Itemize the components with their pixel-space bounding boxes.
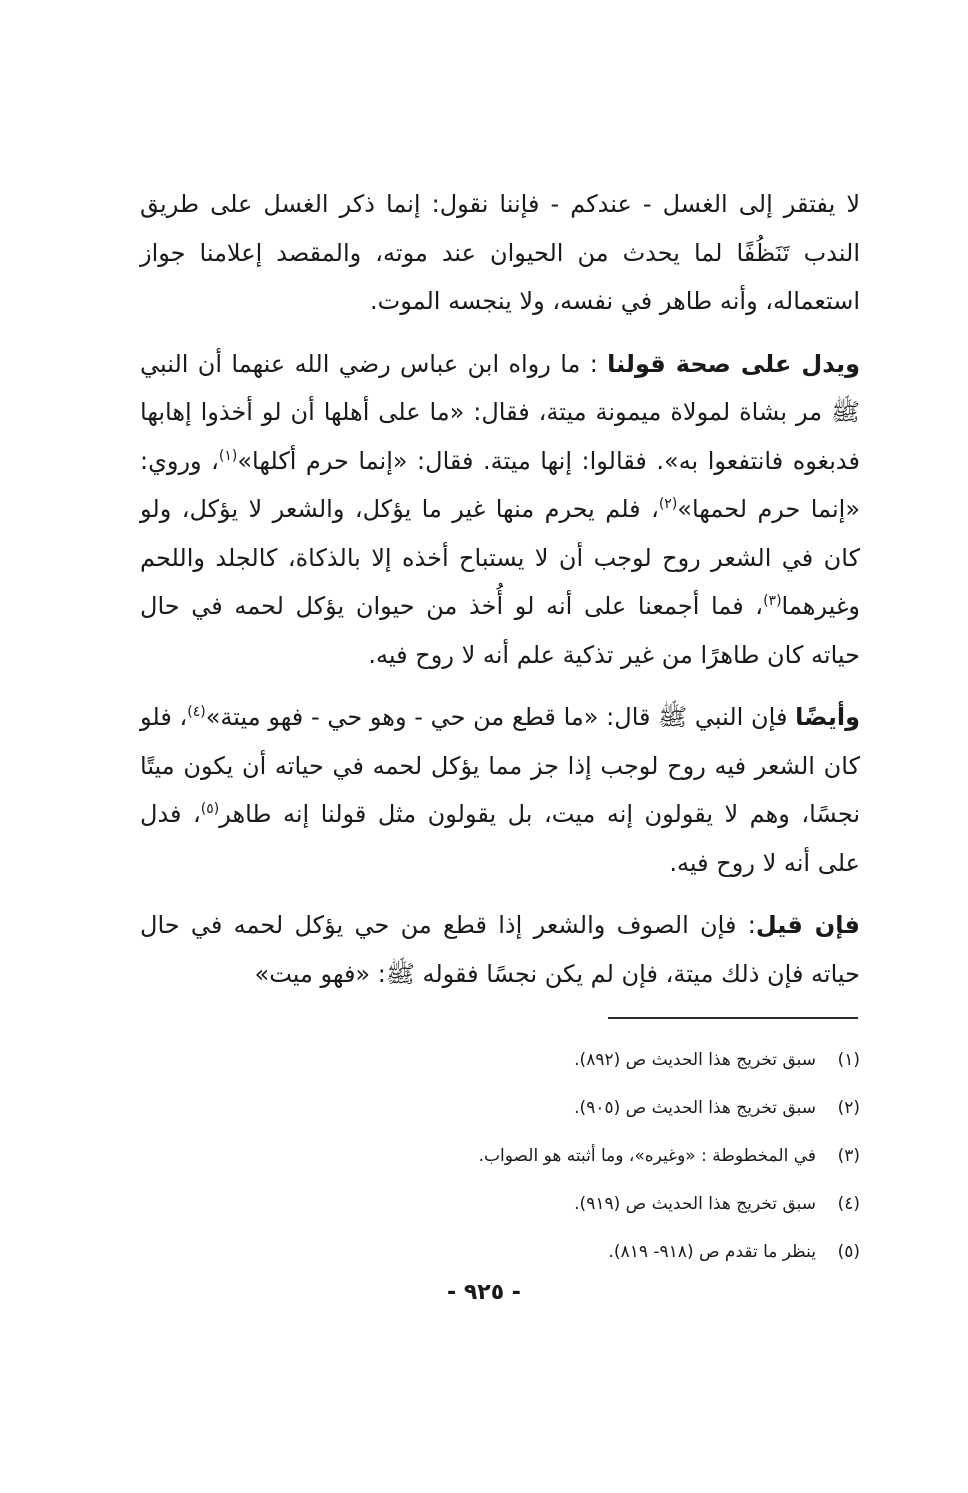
footnote-ref-5[interactable]: (٥) (200, 801, 220, 817)
paragraph-3 (140, 693, 860, 887)
paragraph-3-segment-3: ، فدل على أنه لا روح فيه. (140, 800, 860, 877)
footnote-separator (608, 1017, 858, 1019)
footnote-4 (300, 1192, 860, 1240)
footnote-ref-4[interactable]: (٤) (187, 704, 206, 720)
footnote-1-text: سبق تخريج هذا الحديث ص (٨٩٢). (574, 1050, 816, 1070)
footnote-ref-1[interactable]: (١) (218, 447, 238, 464)
paragraph-1 (140, 180, 860, 326)
footnote-1 (300, 1048, 860, 1096)
footnote-2-number: (٢) (837, 1098, 860, 1118)
paragraph-3-segment-1: فإن النبي ﷺ قال: «ما قطع من حي - وهو حي - فهو ميتة» (205, 703, 796, 731)
footnote-ref-2[interactable]: (٢) (658, 496, 678, 512)
paragraph-1-text: لا يفتقر إلى الغسل - عندكم - فإننا نقول: إنما ذكر الغسل على طريق الندب تَنَظُفًا لما يحدث من الحيوان عند موته، والمقصد إعلامنا جواز استعماله، وأنه طاهر في نفسه، ولا ينجسه الموت. (140, 190, 860, 315)
paragraph-2-segment-4: ، فما أجمعنا على أنه لو أُخذ من حيوان يؤكل لحمه في حال حياته كان طاهرًا من غير تذكية علم أنه لا روح فيه. (140, 592, 860, 669)
footnote-4-number: (٤) (837, 1194, 860, 1214)
main-text (140, 180, 860, 998)
paragraph-3-lead: وأيضًا (795, 703, 860, 731)
footnote-4-text: سبق تخريج هذا الحديث ص (٩١٩). (574, 1194, 816, 1214)
paragraph-2-segment-2: ، وروي: «إنما حرم لحمها» (140, 446, 861, 523)
paragraph-2 (140, 340, 860, 680)
footnote-2 (300, 1096, 860, 1144)
paragraph-3-segment-2: ، فلو كان الشعر فيه روح لوجب إذا جز مما يؤكل لحمه في حياته أن يكون ميتًا نجسًا، وهم لا يقولون إنه ميت، بل يقولون مثل قولنا إنه طاهر (140, 703, 861, 828)
footnote-2-text: سبق تخريج هذا الحديث ص (٩٠٥). (574, 1098, 816, 1118)
paragraph-4-text: : فإن الصوف والشعر إذا قطع من حي يؤكل لحمه في حال حياته فإن ذلك ميتة، فإن لم يكن نجسًا فقوله ﷺ: «فهو ميت» (140, 911, 860, 988)
footnote-5-number: (٥) (837, 1242, 860, 1262)
footnote-1-number: (١) (837, 1050, 860, 1070)
footnote-5-text: ينظر ما تقدم ص (٩١٨- ٨١٩). (608, 1242, 816, 1262)
paragraph-2-lead: ويدل على صحة قولنا (607, 349, 861, 378)
paragraph-2-segment-1: : ما رواه ابن عباس رضي الله عنهما أن النبي ﷺ مر بشاة لمولاة ميمونة ميتة، فقال: «ما على أهلها أن لو أخذوا إهابها فدبغوه فانتفعوا به». فقالوا: إنها ميتة. فقال: «إنما حرم أكلها» (140, 349, 861, 475)
footnote-3 (300, 1144, 860, 1192)
footnote-ref-3[interactable]: (٣) (763, 593, 782, 609)
footnote-3-number: (٣) (837, 1146, 860, 1166)
paragraph-2-segment-3: ، فلم يحرم منها غير ما يؤكل، والشعر لا يؤكل، ولو كان في الشعر روح لوجب أن لا يستباح أخذه إلا بالذكاة، كالجلد واللحم وغيرهما (140, 495, 860, 620)
paragraph-4 (140, 901, 860, 998)
paragraph-4-lead: فإن قيل (755, 911, 861, 939)
footnotes (300, 1048, 860, 1288)
footnote-3-text: في المخطوطة : «وغيره»، وما أثبته هو الصواب. (478, 1146, 816, 1166)
page-number: - ٩٢٥ - (447, 1280, 521, 1305)
